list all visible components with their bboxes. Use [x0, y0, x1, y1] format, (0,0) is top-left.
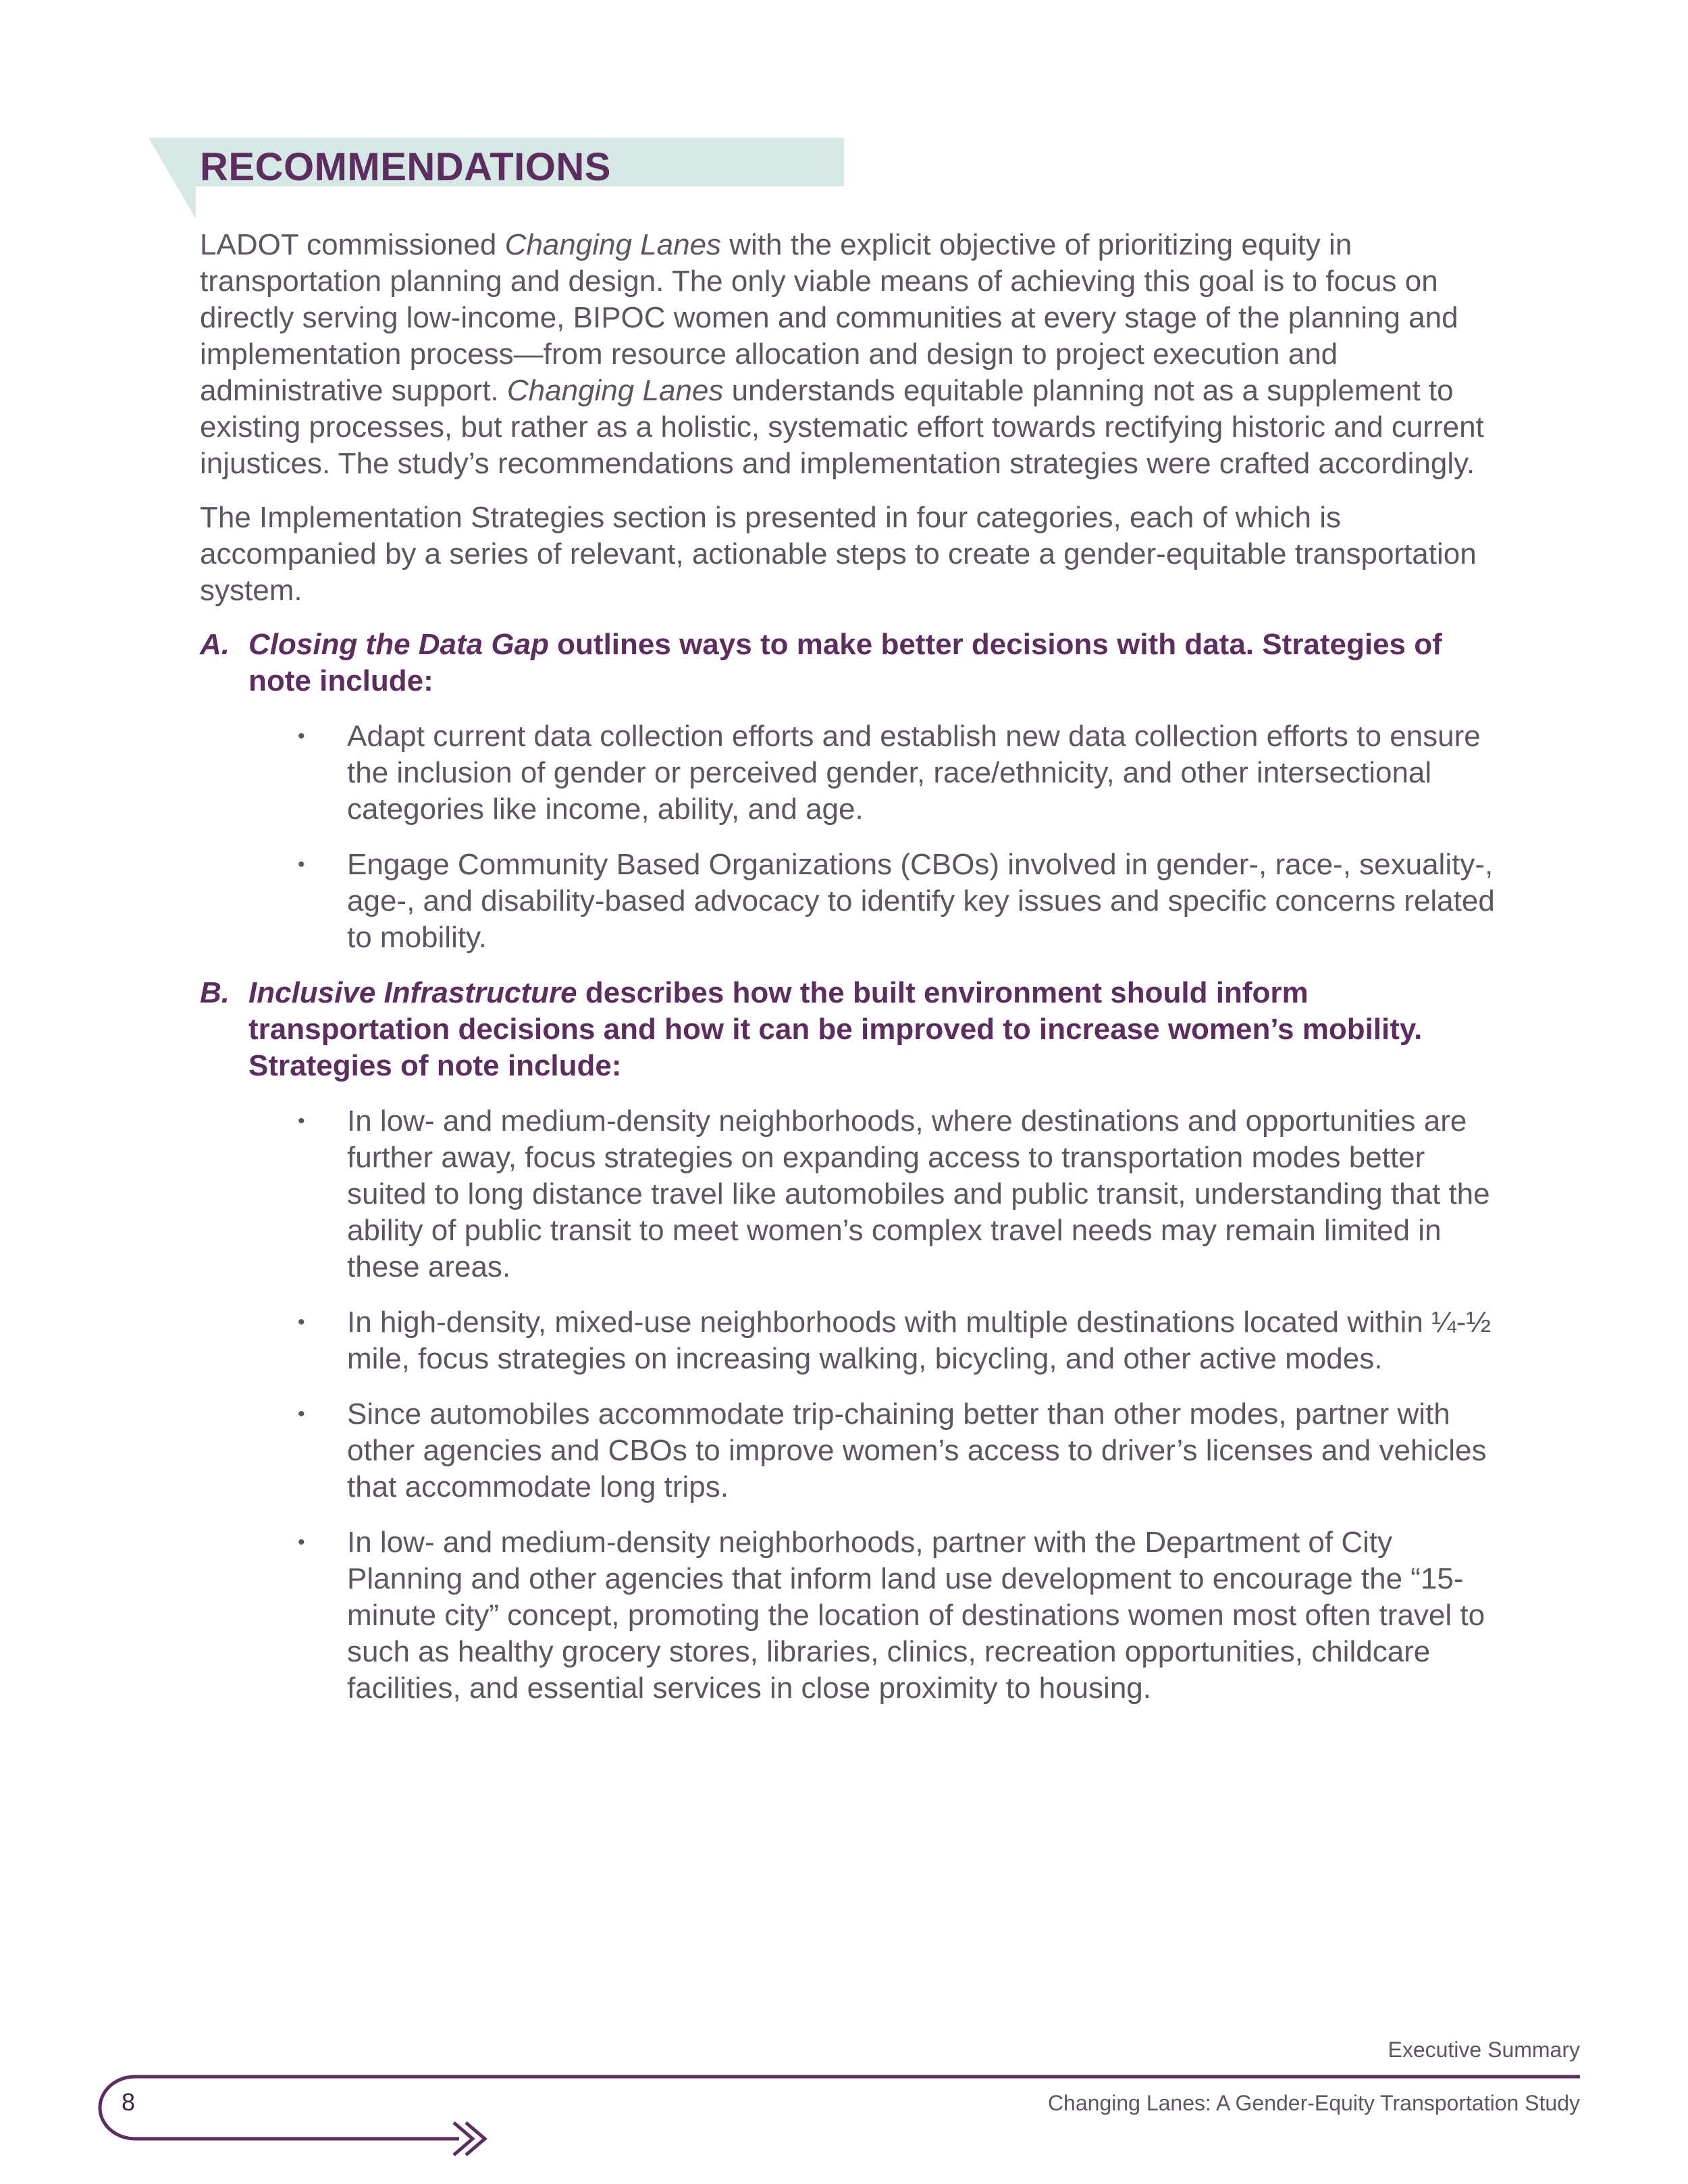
section-lead: Closing the Data Gap — [248, 628, 549, 661]
arrow-chevron-icon — [466, 2123, 485, 2155]
footer-section-label: Executive Summary — [1388, 2037, 1580, 2062]
bullet-icon: • — [298, 1311, 305, 1333]
list-item — [298, 1304, 1496, 1377]
intro-text-3: understands equitable planning not as a supplement to existing processes, but rather as a holistic, systematic effort towards rectifying historic and current injustices. The study’s recommendations and implementation strategies were crafted accordingly. — [200, 374, 1484, 480]
list-item — [298, 1103, 1496, 1285]
list-item-text: Adapt current data collection efforts and establish new data collection efforts to ensure the inclusion of gender or perceived gender, race/ethnicity, and other intersectional categories like income, ability, and age. — [347, 720, 1481, 826]
intro-text-2: with the explicit objective of prioritizing equity in transportation planning and design. The only viable means of achieving this goal is to focus on directly serving low-income, BIPOC women and communities at every stage of the planning and implementation process—from resource allocation and design to project execution and administrative support. — [200, 228, 1458, 407]
section-a-heading — [200, 627, 1496, 699]
section-lead: Inclusive Infrastructure — [248, 976, 577, 1009]
bullet-icon: • — [298, 1110, 305, 1132]
section-letter: A. — [200, 628, 230, 661]
intro-italic-title-1: Changing Lanes — [504, 228, 722, 261]
strategies-paragraph: The Implementation Strategies section is presented in four categories, each of which is accompanied by a series of relevant, actionable steps to create a gender-equitable transportation system. — [200, 501, 1477, 607]
section-b-bullet-list — [200, 1103, 1496, 1707]
section-a-bullet-list — [200, 718, 1496, 956]
page-heading: RECOMMENDATIONS — [200, 145, 611, 189]
intro-text-1: LADOT commissioned — [200, 228, 505, 261]
list-item — [298, 718, 1496, 828]
intro-italic-title-2: Changing Lanes — [506, 374, 724, 407]
section-description: outlines ways to make better decisions with data. Strategies of note include: — [248, 628, 1442, 697]
section-letter: B. — [200, 976, 230, 1009]
bullet-icon: • — [298, 1403, 305, 1425]
bullet-icon: • — [298, 853, 305, 876]
intro-paragraph — [200, 227, 1496, 482]
list-item-text: In low- and medium-density neighborhoods, where destinations and opportunities are further away, focus strategies on expanding access to transportation modes better suited to long distance travel like automobiles and public transit, understanding that the ability of public transit to meet women’s complex travel needs may remain limited in these areas. — [347, 1104, 1490, 1283]
list-item — [298, 847, 1496, 956]
list-item — [298, 1396, 1496, 1506]
bullet-icon: • — [298, 725, 305, 747]
list-item-text: In high-density, mixed-use neighborhoods with multiple destinations located within ¼-½ mile, focus strategies on increasing walking, bicycling, and other active modes. — [347, 1306, 1492, 1375]
footer-document-title: Changing Lanes: A Gender-Equity Transportation Study — [1047, 2091, 1580, 2115]
section-description: describes how the built environment should inform transportation decisions and how it can be improved to increase women’s mobility. Strategies of note include: — [248, 976, 1423, 1082]
page-number: 8 — [122, 2088, 136, 2116]
list-item-text: In low- and medium-density neighborhoods, partner with the Department of City Planning and other agencies that inform land use development to encourage the “15-minute city” concept, promoting the location of destinations women most often travel to such as healthy grocery stores, libraries, clinics, recreation opportunities, childcare facilities, and essential services in close proximity to housing. — [347, 1526, 1485, 1705]
main-content — [200, 227, 1496, 1726]
list-item — [298, 1524, 1496, 1707]
section-b-heading — [200, 975, 1496, 1084]
bullet-icon: • — [298, 1531, 305, 1553]
list-item-text: Since automobiles accommodate trip-chaining better than other modes, partner with other agencies and CBOs to improve women’s access to driver’s licenses and vehicles that accommodate long trips. — [347, 1397, 1487, 1503]
arrow-chevron-icon — [454, 2123, 473, 2155]
list-item-text: Engage Community Based Organizations (CBOs) involved in gender-, race-, sexuality-, age-, and disability-based advocacy to identify key issues and specific concerns related to mobility. — [347, 848, 1495, 954]
